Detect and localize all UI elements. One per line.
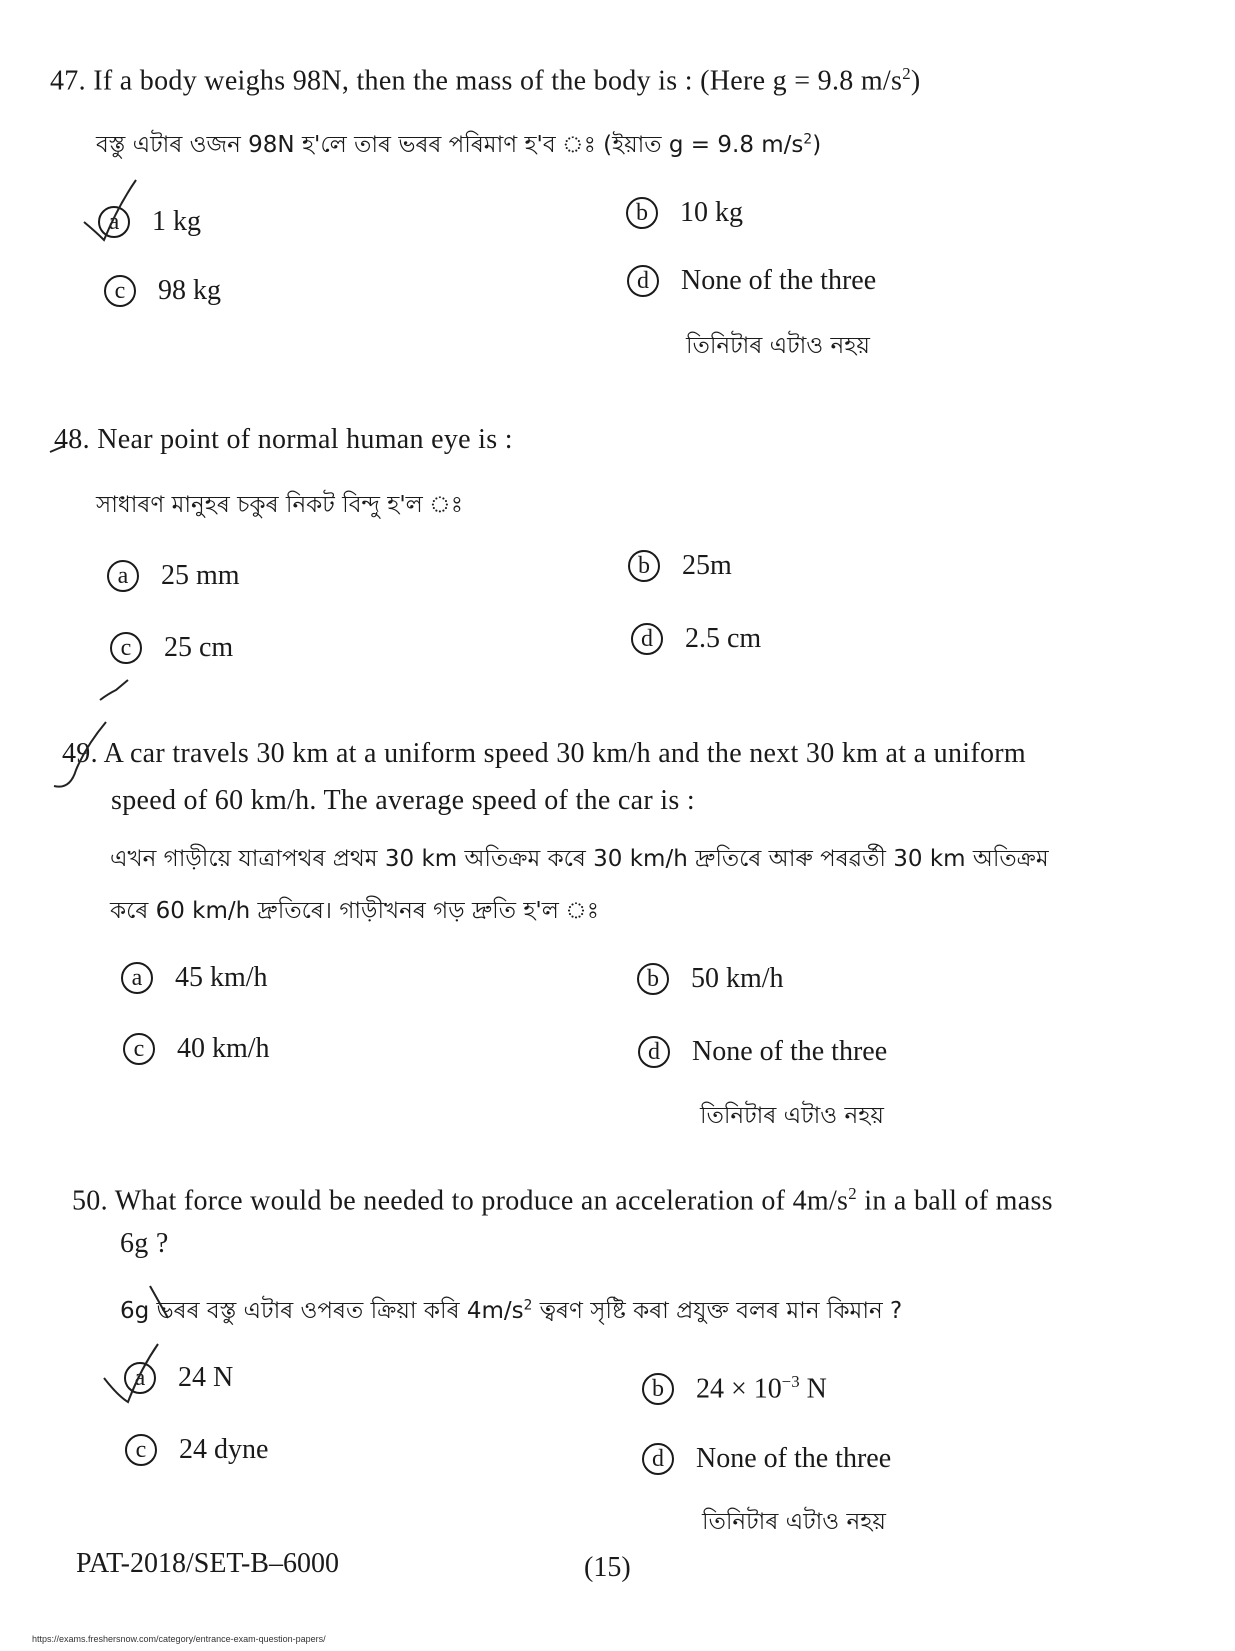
option-c[interactable]: c 98 kg (104, 275, 221, 307)
question-text-en-line1: 50. What force would be needed to produce an acceleration of $4m/s^2$ in a ball of mass (72, 1184, 1053, 1217)
option-d[interactable]: d None of the three (642, 1443, 891, 1475)
option-a[interactable]: a 24 N (124, 1362, 233, 1394)
question-text-as: সাধাৰণ মানুহৰ চকুৰ নিকট বিন্দু হ'ল ঃ (96, 492, 463, 518)
question-text-as: 6g ভৰৰ বস্তু এটাৰ ওপৰত ক্ৰিয়া কৰি $4m/s^2$ ত্বৰণ সৃষ্টি কৰা প্ৰযুক্ত বলৰ মান কিমান ? (120, 1297, 903, 1324)
option-c[interactable]: c 24 dyne (125, 1434, 268, 1466)
option-a[interactable]: a 45 km/h (121, 962, 268, 994)
question-text-en: 47. If a body weighs 98N, then the mass of the body is : (Here g = 9.8 $m/s^2$) (50, 64, 921, 97)
option-d-note: তিনিটাৰ এটাও নহয় (700, 1103, 884, 1129)
option-d[interactable]: d None of the three (627, 265, 876, 297)
question-number: 48. (54, 424, 90, 455)
page-number: (15) (584, 1552, 631, 1583)
option-d[interactable]: d None of the three (638, 1036, 887, 1068)
question-text-as-line1: এখন গাড়ীয়ে যাত্ৰাপথৰ প্ৰথম 30 km অতিক্ৰম কৰে 30 km/h দ্ৰুতিৰে আৰু পৰৱৰ্তী 30 km অতিক্ৰম (110, 846, 1049, 872)
option-c[interactable]: c 40 km/h (123, 1033, 270, 1065)
source-url: https://exams.freshersnow.com/category/entrance-exam-question-papers/ (32, 1634, 326, 1644)
option-b[interactable]: b 50 km/h (637, 963, 784, 995)
question-text-as: বস্তু এটাৰ ওজন 98N হ'লে তাৰ ভৰৰ পৰিমাণ হ'ব ঃ (ইয়াত g = 9.8 $m/s^2$) (96, 131, 822, 158)
option-d-note: তিনিটাৰ এটাও নহয় (702, 1509, 886, 1535)
option-c[interactable]: c 25 cm (110, 632, 233, 664)
question-text-en-line2: speed of 60 km/h. The average speed of the car is : (111, 785, 695, 816)
question-number: 47. (50, 65, 86, 97)
option-d-note: তিনিটাৰ এটাও নহয় (686, 333, 870, 359)
question-text-as-line2: কৰে 60 km/h দ্ৰুতিৰে। গাড়ীখনৰ গড় দ্ৰুতি হ'ল ঃ (110, 898, 600, 924)
option-b[interactable]: b 10 kg (626, 197, 743, 229)
question-text-en-line2: 6g ? (120, 1228, 169, 1259)
option-d[interactable]: d 2.5 cm (631, 623, 761, 655)
option-a[interactable]: a 1 kg (98, 206, 201, 238)
option-b[interactable]: b 25m (628, 550, 732, 582)
question-number: 50. (72, 1185, 108, 1217)
question-number: 49. (62, 738, 98, 769)
option-b[interactable]: b $24 \times 10^{-3}$ N (642, 1372, 827, 1405)
question-text-en: 48. Near point of normal human eye is : (54, 424, 513, 455)
question-text-en-line1: 49. A car travels 30 km at a uniform speed 30 km/h and the next 30 km at a uniform (62, 738, 1026, 769)
paper-code: PAT-2018/SET-B–6000 (76, 1548, 339, 1579)
option-a[interactable]: a 25 mm (107, 560, 240, 592)
tick-mark-q48 (100, 680, 128, 700)
